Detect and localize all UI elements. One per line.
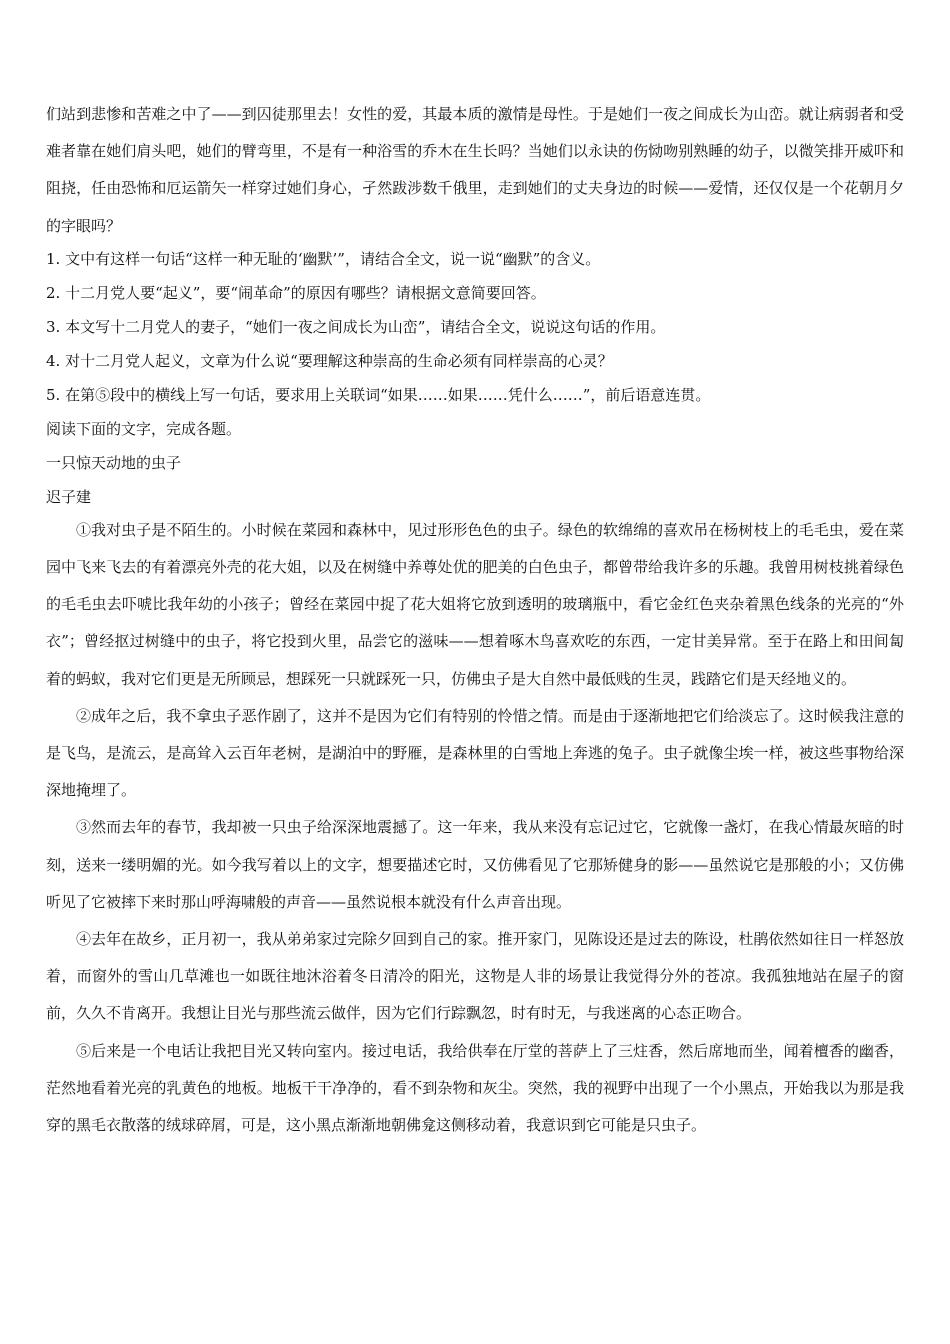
- article-paragraph: ⑤后来是一个电话让我把目光又转向室内。接过电话，我给供奉在厅堂的菩萨上了三炷香，然后席地而坐，闻着檀香的幽香，茫然地看着光亮的乳黄色的地板。地板干干净净的，看不到杂物和灰尘。突然，我的视野中出现了一个小黑点，开始我以为那是我穿的黑毛衣散落的绒球碎屑，可是，这小黑点渐渐地朝佛龛这侧移动着，我意识到它可能是只虫子。: [46, 1041, 904, 1135]
- article-paragraph: ③然而去年的春节，我却被一只虫子给深深地震撼了。这一年来，我从来没有忘记过它，它就像一盏灯，在我心情最灰暗的时刻，送来一缕明媚的光。如今我写着以上的文字，想要描述它时，又仿佛看见了它那矫健身的影——虽然说它是那般的小；又仿佛听见了它被摔下来时那山呼海啸般的声音——虽然说根本就没有什么声音出现。: [46, 818, 904, 911]
- intro-passage: 们站到悲惨和苦难之中了——到囚徒那里去！女性的爱，其最本质的激情是母性。于是她们一夜之间成长为山峦。就让病弱者和受难者靠在她们肩头吧，她们的臂弯里，不是有一种浴雪的乔木在生长吗？当她们以永诀的伤恸吻别熟睡的幼子，以微笑排开威吓和阻挠，任由恐怖和厄运箭矢一样穿过她们身心，孑然跋涉数千俄里，走到她们的丈夫身边的时候——爱情，还仅仅是一个花朝月夕的字眼吗？: [46, 105, 904, 235]
- article-body: [46, 512, 904, 1144]
- article-paragraph: ②成年之后，我不拿虫子恶作剧了，这并不是因为它们有特别的怜惜之情。而是由于逐渐地把它们给淡忘了。这时候我注意的是飞鸟，是流云，是高耸入云百年老树，是湖泊中的野雁，是森林里的白雪地上奔逃的兔子。虫子就像尘埃一样，被这些事物给深深地掩埋了。: [46, 706, 904, 800]
- reading-instruction: 阅读下面的文字，完成各题。: [46, 419, 242, 438]
- article-paragraph: ①我对虫子是不陌生的。小时候在菜园和森林中，见过形形色色的虫子。绿色的软绵绵的喜欢吊在杨树枝上的毛毛虫，爱在菜园中飞来飞去的有着漂亮外壳的花大姐，以及在树缝中养尊处优的肥美的白色虫子，都曾带给我许多的乐趣。我曾用树枝挑着绿色的毛毛虫去吓唬比我年幼的小孩子；曾经在菜园中捉了花大姐将它放到透明的玻璃瓶中，看它金红色夹杂着黑色线条的光亮的“外衣”；曾经抠过树缝中的虫子，将它投到火里，品尝它的滋味——想着啄木鸟喜欢吃的东西，一定甘美异常。至于在路上和田间匐着的蚂蚁，我对它们更是无所顾忌，想踩死一只就踩死一只，仿佛虫子是大自然中最低贱的生灵，践踏它们是天经地义的。: [46, 520, 904, 688]
- question-item: 3. 本文写十二月党人的妻子，“她们一夜之间成长为山峦”，请结合全文，说说这句话的作用。: [46, 317, 666, 336]
- question-item: 4. 对十二月党人起义，文章为什么说“要理解这种崇高的生命必须有同样崇高的心灵？: [46, 351, 613, 370]
- question-item: 2. 十二月党人要“起义”，要“闹革命”的原因有哪些？请根据文意简要回答。: [46, 283, 546, 302]
- question-item: 1. 文中有这样一句话“这样一种无耻的‘幽默’”，请结合全文，说一说“幽默”的含义。: [46, 249, 601, 268]
- article-author: 迟子建: [46, 487, 92, 506]
- article-paragraph: ④去年在故乡，正月初一，我从弟弟家过完除夕回到自己的家。推开家门，见陈设还是过去的陈设，杜鹃依然如往日一样怒放着，而窗外的雪山几草滩也一如既往地沐浴着冬日清冷的阳光，这物是人非的场景让我觉得分外的苍凉。我孤独地站在屋子的窗前，久久不肯离开。我想让目光与那些流云做伴，因为它们行踪飘忽，时有时无，与我迷离的心态正吻合。: [46, 930, 904, 1023]
- question-item: 5. 在第⑤段中的横线上写一句话，要求用上关联词“如果……如果……凭什么……”，前后语意连贯。: [46, 385, 711, 404]
- question-list: [46, 242, 904, 412]
- document-page: [46, 96, 904, 1144]
- article-title: 一只惊天动地的虫子: [46, 453, 182, 472]
